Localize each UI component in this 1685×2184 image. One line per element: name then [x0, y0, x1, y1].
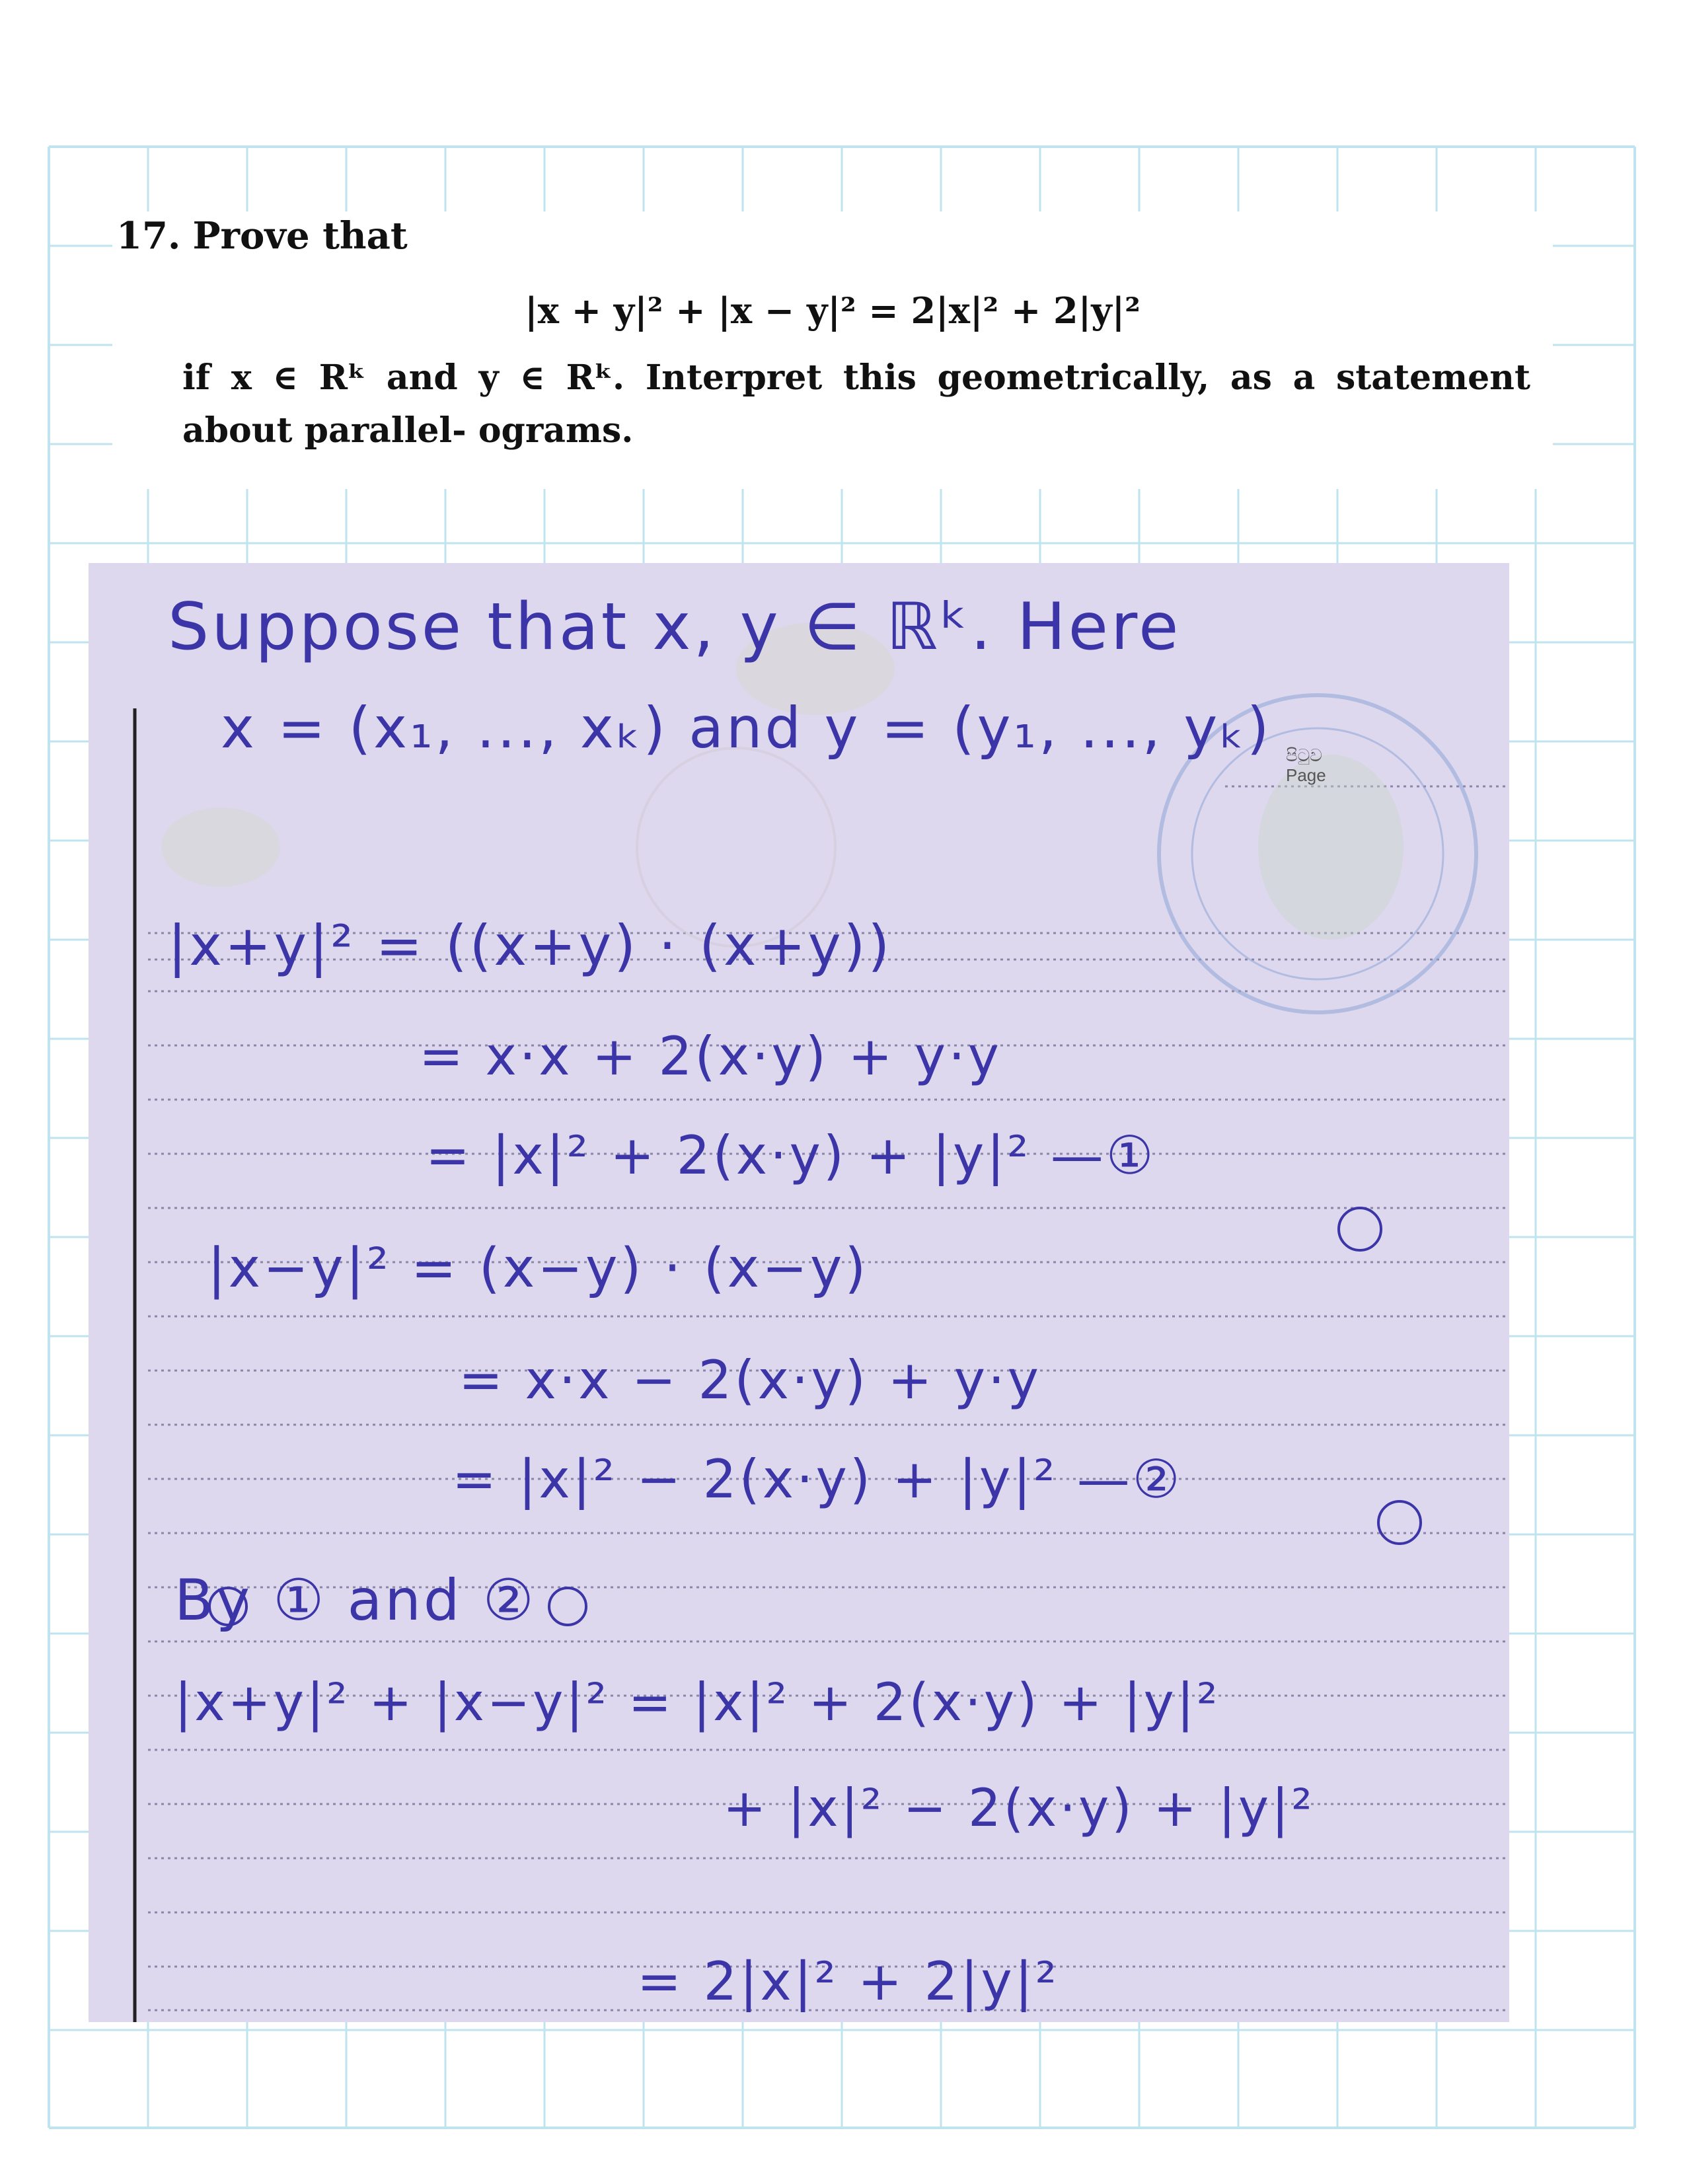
solution-line-1: Suppose that x, y ∈ ℝᵏ. Here — [168, 589, 1181, 665]
problem-heading-text: Prove that — [192, 214, 408, 258]
stamp-label-bottom: Page — [1286, 765, 1326, 785]
solution-line-9: By ① and ② — [174, 1567, 537, 1634]
solution-line-11: + |x|² − 2(x·y) + |y|² — [723, 1779, 1315, 1838]
problem-text: if x ∈ Rᵏ and y ∈ Rᵏ. Interpret this geometrically, as a statement about parallel- ograms. — [182, 358, 1530, 451]
solution-line-6: |x−y|² = (x−y) · (x−y) — [207, 1237, 869, 1300]
problem-heading — [116, 214, 408, 258]
problem-statement — [112, 211, 1553, 489]
handwritten-solution-paper — [89, 563, 1509, 2022]
solution-line-10: |x+y|² + |x−y|² = |x|² + 2(x·y) + |y|² — [174, 1673, 1220, 1733]
solution-line-3: |x+y|² = ((x+y) · (x+y)) — [168, 913, 893, 978]
stamp-label-top: පිටුව — [1286, 745, 1322, 765]
problem-number: 17. — [116, 214, 181, 258]
solution-line-12: = 2|x|² + 2|y|² — [637, 1951, 1059, 2012]
solution-line-5: = |x|² + 2(x·y) + |y|² —① — [426, 1125, 1156, 1186]
solution-line-8: = |x|² − 2(x·y) + |y|² —② — [452, 1449, 1183, 1510]
solution-line-7: = x·x − 2(x·y) + y·y — [459, 1349, 1041, 1411]
solution-line-2: x = (x₁, ..., xₖ) and y = (y₁, ..., yₖ) — [221, 695, 1272, 761]
problem-equation: |x + y|² + |x − y|² = 2|x|² + 2|y|² — [525, 289, 1141, 332]
solution-line-4: = x·x + 2(x·y) + y·y — [419, 1026, 1002, 1087]
